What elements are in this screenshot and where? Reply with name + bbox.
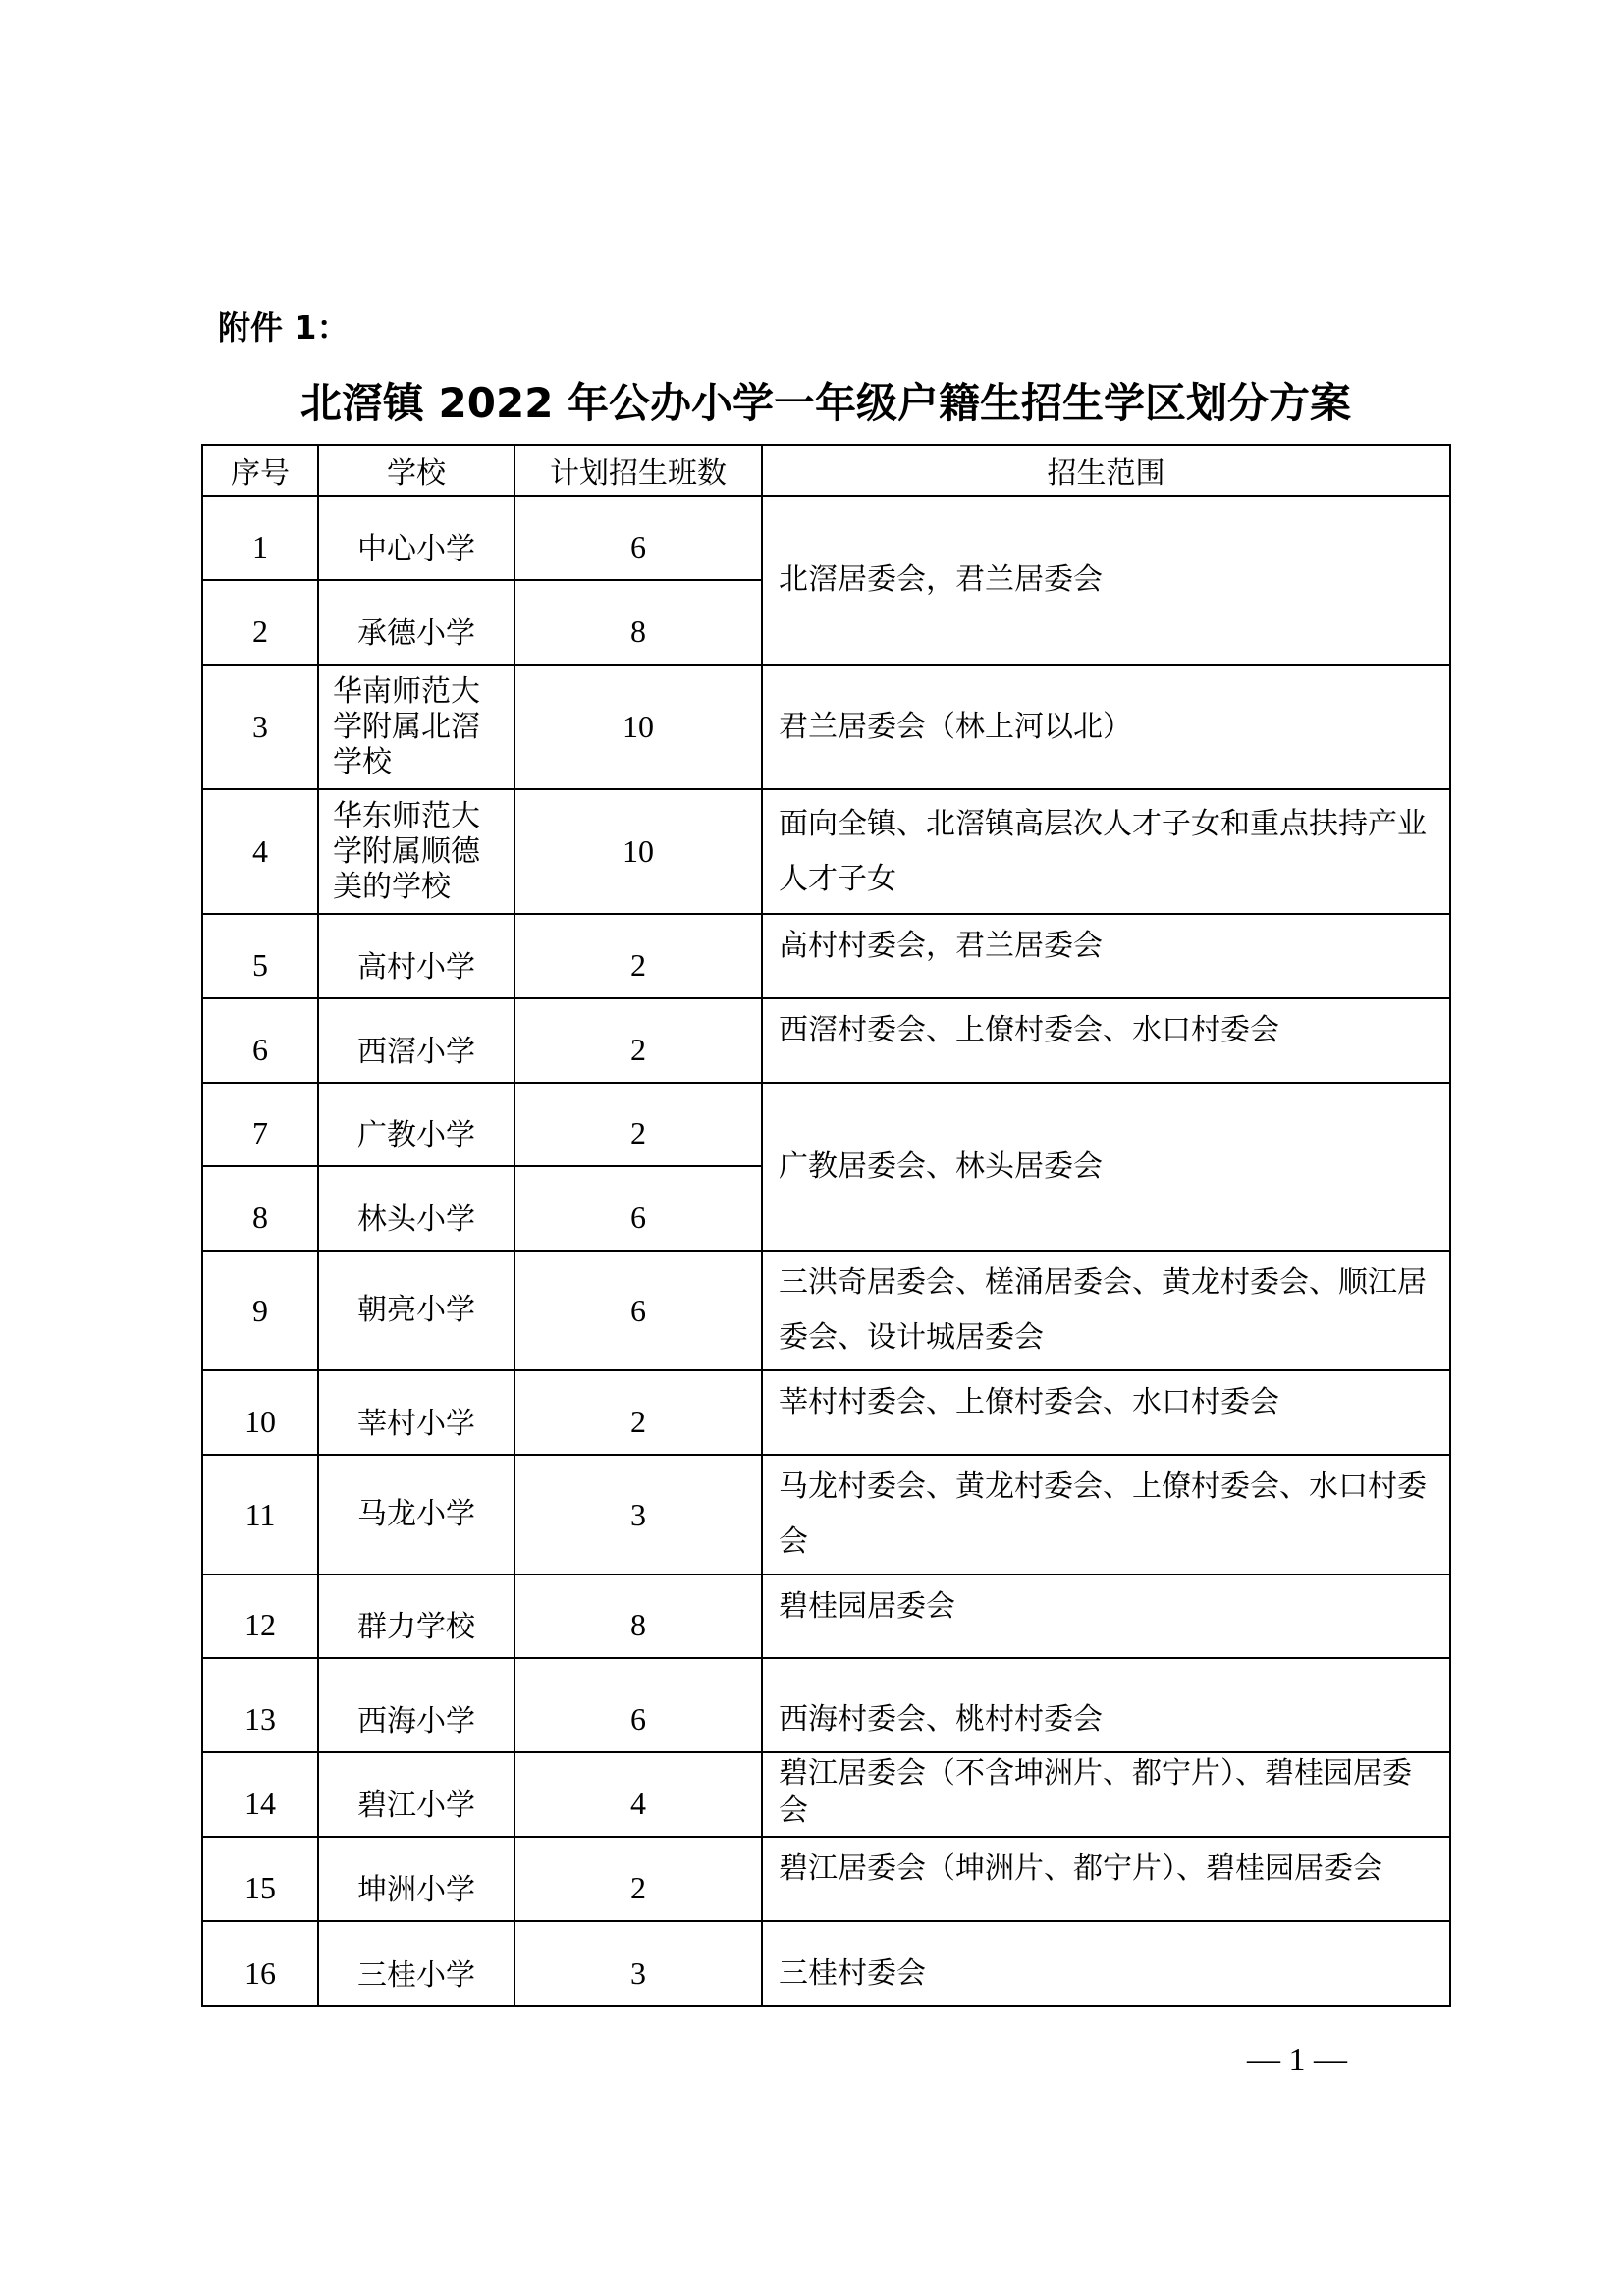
- row-scope: 碧江居委会（不含坤洲片、都宁片）、碧桂园居委会: [762, 1752, 1450, 1837]
- row-classes: 10: [514, 789, 762, 914]
- row-scope: 三桂村委会: [762, 1921, 1450, 2006]
- table-row: [202, 1370, 1450, 1455]
- row-classes: 8: [514, 580, 762, 665]
- row-scope: 莘村村委会、上僚村委会、水口村委会: [762, 1370, 1450, 1455]
- row-no: 8: [202, 1166, 318, 1251]
- table-row: [202, 665, 1450, 789]
- row-no: 10: [202, 1370, 318, 1455]
- row-school: 高村小学: [318, 914, 514, 998]
- header-school: 学校: [318, 445, 514, 496]
- row-no: 15: [202, 1837, 318, 1921]
- row-classes: 6: [514, 1166, 762, 1251]
- row-no: 1: [202, 496, 318, 580]
- row-classes: 2: [514, 1837, 762, 1921]
- row-classes: 2: [514, 914, 762, 998]
- page-title: 北滘镇 2022 年公办小学一年级户籍生招生学区划分方案: [299, 379, 1352, 427]
- row-school: 群力学校: [318, 1575, 514, 1658]
- row-school: 碧江小学: [318, 1752, 514, 1837]
- table-row: [202, 1921, 1450, 2006]
- header-no: 序号: [202, 445, 318, 496]
- row-scope: 马龙村委会、黄龙村委会、上僚村委会、水口村委会: [762, 1455, 1450, 1575]
- table-row: [202, 789, 1450, 914]
- row-scope: 高村村委会，君兰居委会: [762, 914, 1450, 998]
- table-row: [202, 1251, 1450, 1370]
- row-classes: 3: [514, 1921, 762, 2006]
- header-classes: 计划招生班数: [514, 445, 762, 496]
- attachment-label: 附件 1：: [218, 308, 350, 347]
- row-no: 2: [202, 580, 318, 665]
- table-row: [202, 1575, 1450, 1658]
- row-scope: 北滘居委会，君兰居委会: [762, 496, 1450, 665]
- row-classes: 10: [514, 665, 762, 789]
- table-row: [202, 1083, 1450, 1166]
- table-row: [202, 1752, 1450, 1837]
- row-classes: 2: [514, 1370, 762, 1455]
- row-scope: 西海村委会、桃村村委会: [762, 1658, 1450, 1752]
- row-no: 11: [202, 1455, 318, 1575]
- row-scope: 面向全镇、北滘镇高层次人才子女和重点扶持产业人才子女: [762, 789, 1450, 914]
- row-scope: 碧江居委会（坤洲片、都宁片）、碧桂园居委会: [762, 1837, 1450, 1921]
- district-table: [201, 444, 1451, 2007]
- row-no: 14: [202, 1752, 318, 1837]
- table-row: [202, 914, 1450, 998]
- table-row: [202, 496, 1450, 580]
- row-no: 7: [202, 1083, 318, 1166]
- row-scope: 三洪奇居委会、槎涌居委会、黄龙村委会、顺江居委会、设计城居委会: [762, 1251, 1450, 1370]
- row-school: 马龙小学: [318, 1455, 514, 1575]
- row-scope: 君兰居委会（林上河以北）: [762, 665, 1450, 789]
- row-school: 中心小学: [318, 496, 514, 580]
- row-school: 西滘小学: [318, 998, 514, 1083]
- table-row: [202, 1658, 1450, 1752]
- row-no: 9: [202, 1251, 318, 1370]
- row-classes: 6: [514, 1658, 762, 1752]
- row-no: 6: [202, 998, 318, 1083]
- table-header-row: [202, 445, 1450, 496]
- row-no: 12: [202, 1575, 318, 1658]
- row-classes: 2: [514, 1083, 762, 1166]
- row-scope: 西滘村委会、上僚村委会、水口村委会: [762, 998, 1450, 1083]
- table-row: [202, 998, 1450, 1083]
- row-no: 3: [202, 665, 318, 789]
- row-no: 5: [202, 914, 318, 998]
- row-school: 坤洲小学: [318, 1837, 514, 1921]
- header-scope: 招生范围: [762, 445, 1450, 496]
- row-scope: 广教居委会、林头居委会: [762, 1083, 1450, 1251]
- row-classes: 6: [514, 496, 762, 580]
- row-school: 承德小学: [318, 580, 514, 665]
- row-classes: 2: [514, 998, 762, 1083]
- row-school: 朝亮小学: [318, 1251, 514, 1370]
- page-number: — 1 —: [1247, 2042, 1347, 2078]
- row-school: 西海小学: [318, 1658, 514, 1752]
- row-no: 13: [202, 1658, 318, 1752]
- table-row: [202, 1837, 1450, 1921]
- row-school: 华南师范大学附属北滘学校: [318, 665, 514, 789]
- row-school: 三桂小学: [318, 1921, 514, 2006]
- row-classes: 3: [514, 1455, 762, 1575]
- row-no: 16: [202, 1921, 318, 2006]
- row-school: 华东师范大学附属顺德美的学校: [318, 789, 514, 914]
- row-no: 4: [202, 789, 318, 914]
- row-school: 莘村小学: [318, 1370, 514, 1455]
- row-classes: 8: [514, 1575, 762, 1658]
- row-classes: 6: [514, 1251, 762, 1370]
- table-row: [202, 1455, 1450, 1575]
- row-classes: 4: [514, 1752, 762, 1837]
- row-school: 广教小学: [318, 1083, 514, 1166]
- row-school: 林头小学: [318, 1166, 514, 1251]
- row-scope: 碧桂园居委会: [762, 1575, 1450, 1658]
